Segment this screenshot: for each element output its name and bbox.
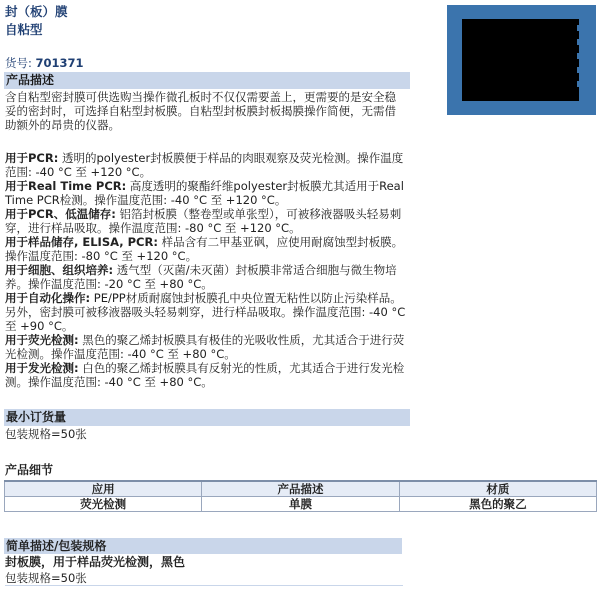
usage-label: 用于细胞、组织培养: <box>5 263 114 277</box>
item-number-label: 货号: <box>5 56 32 70</box>
pack-size: 包装规格=50张 <box>5 571 403 586</box>
section-details-header: 产品细节 <box>5 463 54 477</box>
item-number <box>5 56 84 70</box>
usage-item <box>5 333 407 361</box>
table-cell: 黑色的聚乙 <box>399 497 596 512</box>
section-pack-header: 简单描述/包装规格 <box>4 538 402 554</box>
usage-text: 高度透明的聚酯纤维polyester封板膜尤其适用于Real Time PCR检测。操作温度范围: -40 °C 至 +120 °C。 <box>5 179 404 207</box>
usage-text: 透明的polyester封板膜便于样品的肉眼观察及荧光检测。操作温度范围: -40 °C 至 +120 °C。 <box>5 151 404 179</box>
usage-label: 用于自动化操作: <box>5 291 91 305</box>
usage-item <box>5 361 407 389</box>
section-moq-header: 最小订货量 <box>4 409 410 426</box>
pack-description: 封板膜，用于样品荧光检测，黑色 <box>5 555 186 569</box>
usage-item <box>5 263 407 291</box>
moq-text: 包装规格=50张 <box>5 427 87 441</box>
usage-text: 铝箔封板膜（整卷型或单张型），可被移液器吸头轻易刺穿，进行样品吸取。操作温度范围: -80 °C 至 +120 °C。 <box>5 207 402 235</box>
usage-label: 用于Real Time PCR: <box>5 179 127 193</box>
table-header-cell: 材质 <box>399 481 596 497</box>
usage-item <box>5 179 407 207</box>
section-description-header: 产品描述 <box>4 72 410 89</box>
product-subtitle: 自粘型 <box>5 22 43 37</box>
usage-text: PE/PP材质耐腐蚀封板膜孔中央位置无粘性以防止污染样品。另外，密封膜可被移液器吸头轻易刺穿，进行样品吸取。操作温度范围: -40 °C 至 +90 °C。 <box>5 291 406 333</box>
product-title: 封（板）膜 <box>5 4 68 19</box>
table-header-cell: 应用 <box>5 481 202 497</box>
description-intro: 含自粘型密封膜可供选购当操作微孔板时不仅仅需要盖上，更需要的是安全稳妥的密封时，可选择自粘型封板膜。自粘型封板膜封板揭膜操作简便，无需借助额外的昂贵的仪器。 <box>5 90 396 132</box>
table-header-cell: 产品描述 <box>202 481 399 497</box>
usage-text: 黑色的聚乙烯封板膜具有极佳的光吸收性质，尤其适合于进行荧光检测。操作温度范围: -40 °C 至 +80 °C。 <box>5 333 405 361</box>
usage-label: 用于PCR: <box>5 151 59 165</box>
table-row <box>5 497 597 512</box>
usage-item <box>5 235 407 263</box>
usage-list <box>5 151 407 389</box>
black-seal-film <box>462 19 579 101</box>
usage-item <box>5 151 407 179</box>
usage-item <box>5 291 407 333</box>
table-cell: 单膜 <box>202 497 399 512</box>
usage-item <box>5 207 407 235</box>
product-image <box>447 5 596 115</box>
usage-text: 白色的聚乙烯封板膜具有反射光的性质，尤其适合于进行发光检测。操作温度范围: -40 °C 至 +80 °C。 <box>5 361 405 389</box>
usage-text: 透气型（灭菌/未灭菌）封板膜非常适合细胞与微生物培养。操作温度范围: -20 °C 至 +80 °C。 <box>5 263 397 291</box>
usage-label: 用于发光检测: <box>5 361 79 375</box>
usage-label: 用于样品储存, ELISA, PCR: <box>5 235 158 249</box>
usage-label: 用于荧光检测: <box>5 333 79 347</box>
table-header-row <box>5 481 597 497</box>
usage-text: 样品含有二甲基亚砜，应使用耐腐蚀型封板膜。操作温度范围: -80 °C 至 +120 °C。 <box>5 235 404 263</box>
usage-label: 用于PCR、低温储存: <box>5 207 116 221</box>
item-number-value: 701371 <box>35 56 84 70</box>
table-cell: 荧光检测 <box>5 497 202 512</box>
details-table <box>4 480 597 512</box>
